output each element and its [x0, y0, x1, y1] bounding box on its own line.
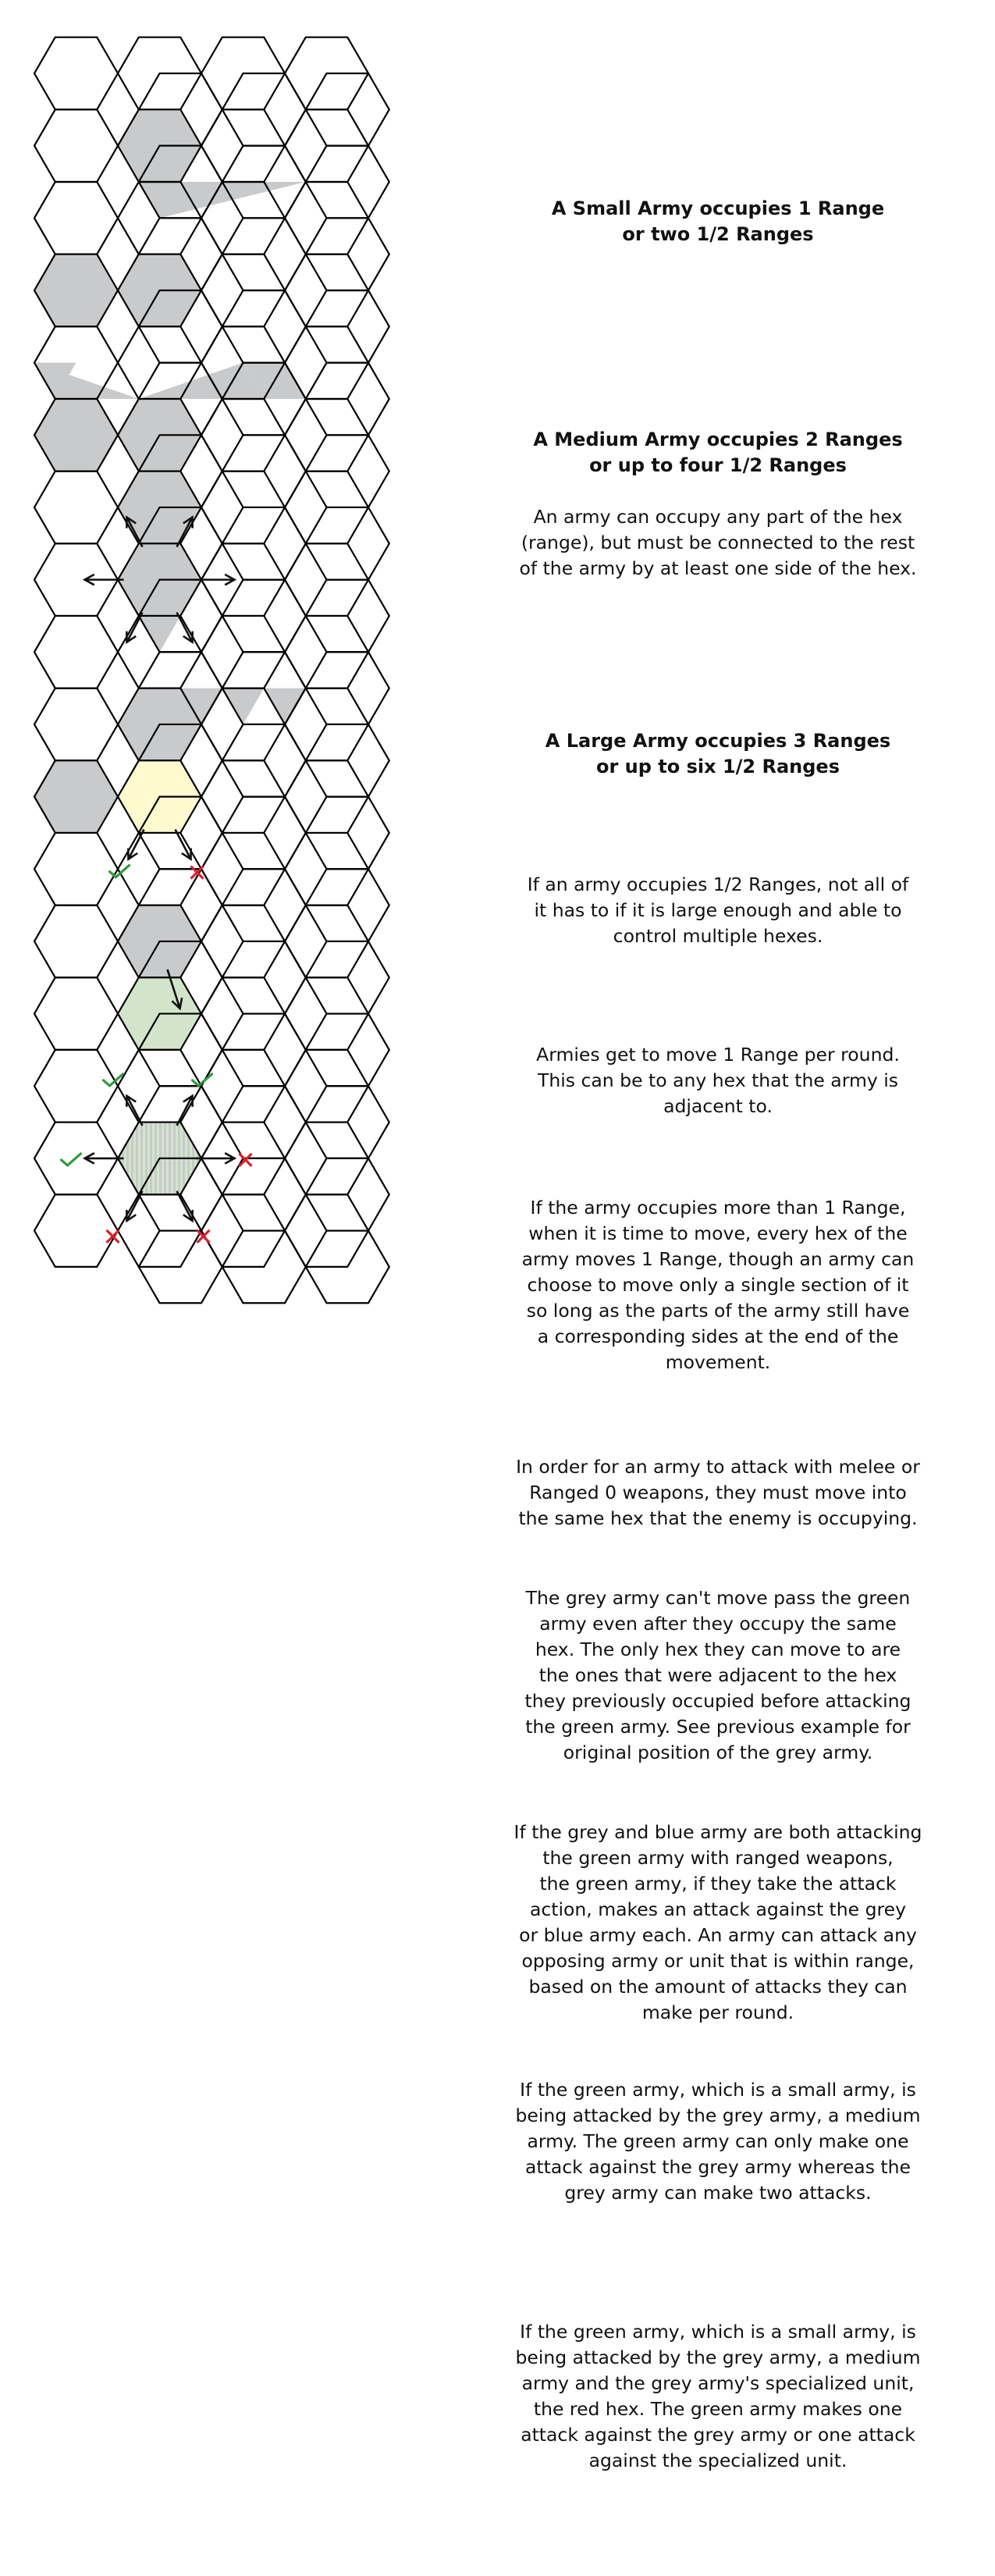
hex-cell	[34, 977, 118, 1050]
half-range-triangle	[139, 363, 265, 399]
note-large-army	[460, 703, 975, 806]
note-multi-range-movement	[460, 1169, 975, 1401]
move-arrow	[85, 1153, 124, 1163]
note-melee-attack-body: In order for an army to attack with melee or Ranged 0 weapons, they must move into the same hex that the enemy is occupying.	[516, 1456, 920, 1529]
note-small-vs-medium	[460, 2051, 975, 2232]
blocked-cross-mark	[240, 1154, 252, 1166]
note-medium-army-title: A Medium Army occupies 2 Ranges or up to four 1/2 Ranges	[533, 429, 903, 476]
hex-cell	[34, 471, 118, 544]
move-arrow	[126, 613, 142, 642]
hex-cell	[34, 182, 118, 254]
move-arrow	[126, 1191, 142, 1221]
grey-army-hex	[34, 760, 118, 833]
move-arrow	[85, 575, 124, 585]
move-arrow	[128, 830, 144, 859]
half-range-triangle	[139, 616, 181, 652]
hex-cell	[34, 37, 118, 110]
note-half-ranges-body: If an army occupies 1/2 Ranges, not all of it has to if it is large enough and able to control multiple hexes.	[527, 873, 909, 947]
note-multi-range-movement-body: If the army occupies more than 1 Range, when it is time to move, every hex of the army moves 1 Range, though an army can choose to move only a single section of it so long as the parts of the army still have a corresponding sides at the end of the movement.	[521, 1197, 915, 1373]
move-arrow	[177, 1096, 193, 1126]
hex-cells	[34, 37, 389, 1304]
move-arrow	[177, 1191, 193, 1221]
note-small-army-title: A Small Army occupies 1 Range or two 1/2 Ranges	[551, 197, 885, 245]
half-range-triangle	[222, 688, 265, 724]
move-arrow	[126, 1096, 142, 1126]
note-melee-attack	[460, 1429, 975, 1557]
hex-cell	[34, 906, 118, 978]
note-grey-army-movement	[460, 1560, 975, 1791]
hex-cell	[34, 616, 118, 688]
note-specialized-unit-body: If the green army, which is a small army, is being attacked by the grey army, a medium army and the grey army's specialized unit, the red hex. The green army makes one attack against the grey army or one attack against the specialized unit.	[515, 2321, 921, 2471]
note-movement	[460, 1016, 975, 1145]
note-small-army	[460, 170, 975, 273]
note-medium-army	[460, 401, 975, 607]
note-half-ranges	[460, 846, 975, 975]
note-specialized-unit	[460, 2293, 975, 2500]
hex-grid-diagram	[0, 0, 468, 2576]
note-movement-body: Armies get to move 1 Range per round. This can be to any hex that the army is adjacent to.	[536, 1044, 900, 1117]
move-arrow	[196, 575, 235, 585]
move-arrow	[177, 613, 193, 642]
hex-cell	[34, 1194, 118, 1267]
note-ranged-attack	[460, 1794, 975, 2051]
note-ranged-attack-body: If the grey and blue army are both attacking the green army with ranged weapons, the green army, if they take the attack action, makes an attack against the grey or blue army each. An army can attack any opposing army or unit that is within range, based on the amount of attacks they can make per round.	[513, 1821, 922, 2023]
move-arrow	[196, 1153, 235, 1163]
note-large-army-title: A Large Army occupies 3 Ranges or up to six 1/2 Ranges	[545, 730, 891, 777]
hex-cell	[34, 833, 118, 906]
allowed-check-mark	[62, 1154, 81, 1165]
grey-army-hex	[34, 399, 118, 471]
hex-cell	[34, 688, 118, 761]
note-small-vs-medium-body: If the green army, which is a small army, is being attacked by the grey army, a medium army. The green army can only make one attack against the grey army whereas the grey army can make two attacks.	[515, 2079, 921, 2204]
move-arrow	[176, 830, 191, 859]
half-range-triangle	[264, 688, 306, 724]
hex-cell	[34, 1050, 118, 1123]
note-grey-army-movement-body: The grey army can't move pass the green army even after they occupy the same hex. The only hex they can move to are the ones that were adjacent to the hex they previously occupied before attacking the green army. See previous example for original position of the grey army.	[524, 1587, 911, 1763]
grey-army-hex	[34, 254, 118, 327]
hex-cell	[34, 109, 118, 182]
note-medium-army-body: An army can occupy any part of the hex (range), but must be connected to the rest of the army by at least one side of the hex.	[519, 506, 917, 579]
